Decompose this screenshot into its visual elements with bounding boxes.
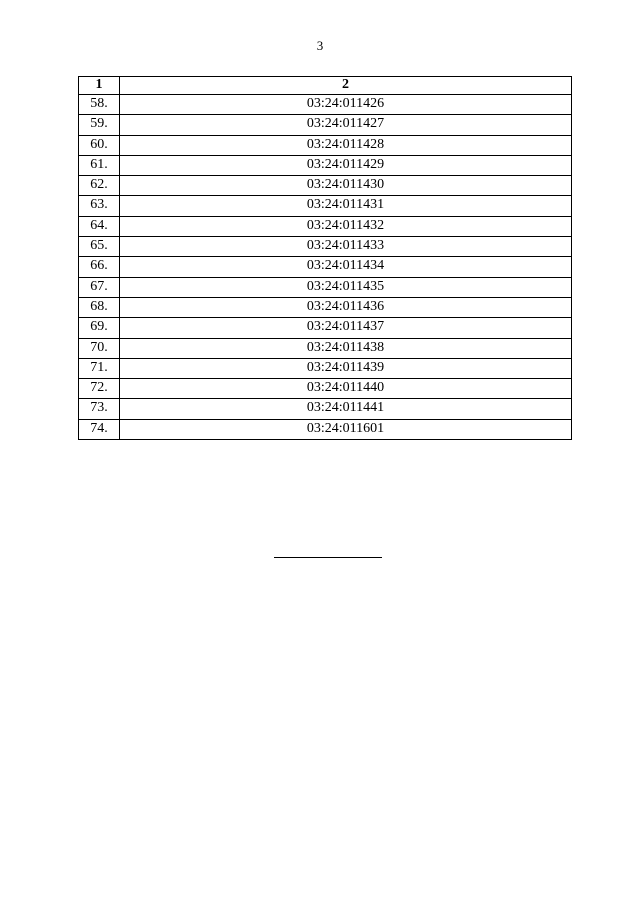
cadastral-code: 03:24:011601 bbox=[119, 419, 571, 439]
table-row bbox=[79, 358, 572, 378]
table-row bbox=[79, 297, 572, 317]
cadastral-code: 03:24:011427 bbox=[119, 115, 571, 135]
row-number: 58. bbox=[79, 95, 120, 115]
row-number: 61. bbox=[79, 155, 120, 175]
table-body bbox=[79, 95, 572, 440]
cadastral-code: 03:24:011429 bbox=[119, 155, 571, 175]
cadastral-code: 03:24:011430 bbox=[119, 176, 571, 196]
table-row bbox=[79, 257, 572, 277]
cadastral-code: 03:24:011435 bbox=[119, 277, 571, 297]
table-row bbox=[79, 155, 572, 175]
table-row bbox=[79, 338, 572, 358]
cadastral-code: 03:24:011431 bbox=[119, 196, 571, 216]
footer-divider bbox=[274, 557, 382, 558]
table-row bbox=[79, 399, 572, 419]
row-number: 65. bbox=[79, 237, 120, 257]
table-row bbox=[79, 216, 572, 236]
row-number: 67. bbox=[79, 277, 120, 297]
table-row bbox=[79, 115, 572, 135]
cadastral-code: 03:24:011440 bbox=[119, 379, 571, 399]
row-number: 66. bbox=[79, 257, 120, 277]
table-header-row bbox=[79, 77, 572, 95]
row-number: 64. bbox=[79, 216, 120, 236]
cadastral-code: 03:24:011436 bbox=[119, 297, 571, 317]
data-table bbox=[78, 76, 572, 440]
row-number: 59. bbox=[79, 115, 120, 135]
cadastral-code: 03:24:011432 bbox=[119, 216, 571, 236]
table-row bbox=[79, 176, 572, 196]
table-row bbox=[79, 277, 572, 297]
row-number: 70. bbox=[79, 338, 120, 358]
row-number: 72. bbox=[79, 379, 120, 399]
table-row bbox=[79, 318, 572, 338]
row-number: 63. bbox=[79, 196, 120, 216]
table-row bbox=[79, 196, 572, 216]
cadastral-code: 03:24:011441 bbox=[119, 399, 571, 419]
table-row bbox=[79, 135, 572, 155]
row-number: 71. bbox=[79, 358, 120, 378]
column-header-1: 1 bbox=[79, 77, 120, 95]
table-row bbox=[79, 95, 572, 115]
cadastral-code: 03:24:011426 bbox=[119, 95, 571, 115]
cadastral-code: 03:24:011433 bbox=[119, 237, 571, 257]
row-number: 74. bbox=[79, 419, 120, 439]
page-number: 3 bbox=[316, 38, 324, 53]
cadastral-code: 03:24:011428 bbox=[119, 135, 571, 155]
row-number: 68. bbox=[79, 297, 120, 317]
row-number: 69. bbox=[79, 318, 120, 338]
cadastral-code: 03:24:011434 bbox=[119, 257, 571, 277]
row-number: 60. bbox=[79, 135, 120, 155]
table-row bbox=[79, 237, 572, 257]
row-number: 73. bbox=[79, 399, 120, 419]
cadastral-code: 03:24:011439 bbox=[119, 358, 571, 378]
cadastral-code: 03:24:011437 bbox=[119, 318, 571, 338]
row-number: 62. bbox=[79, 176, 120, 196]
table-row bbox=[79, 419, 572, 439]
cadastral-code: 03:24:011438 bbox=[119, 338, 571, 358]
table-header bbox=[79, 77, 572, 95]
column-header-2: 2 bbox=[119, 77, 571, 95]
table-row bbox=[79, 379, 572, 399]
